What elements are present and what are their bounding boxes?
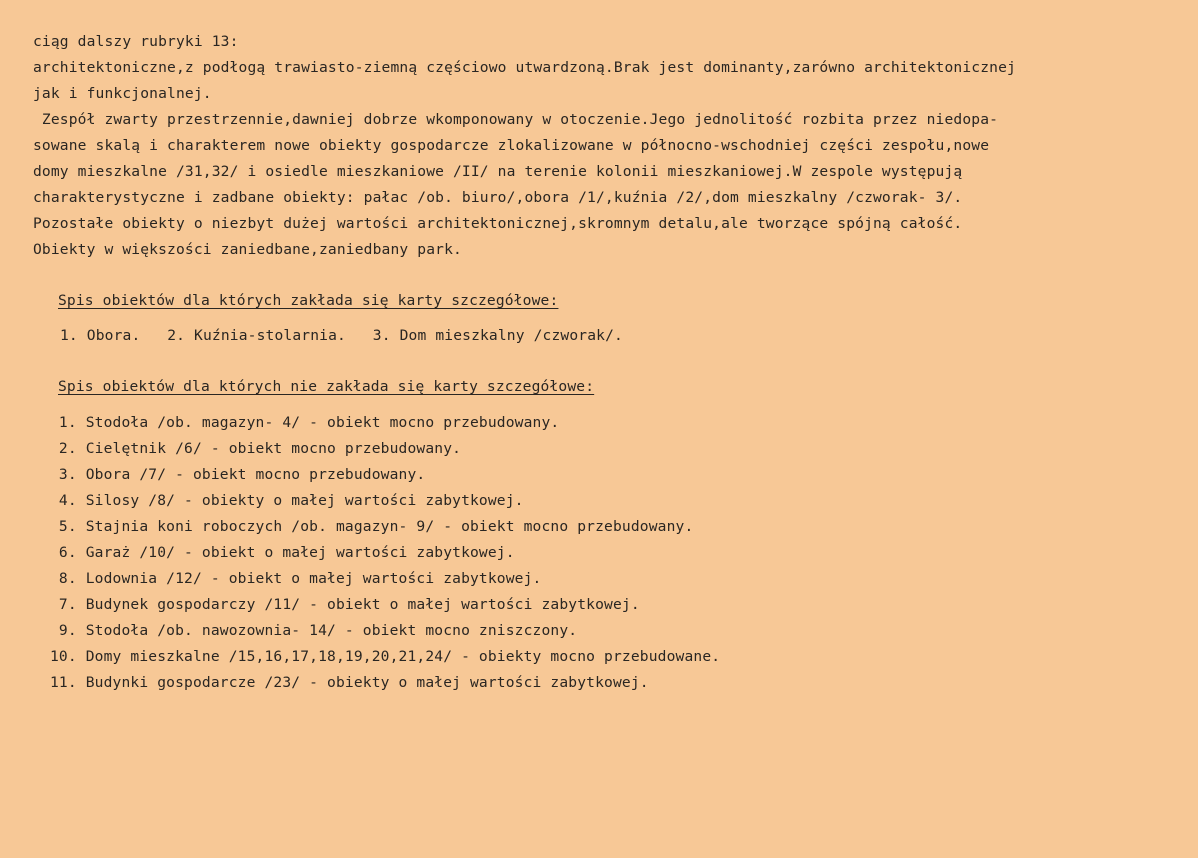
list-item: 2. Cielętnik /6/ - obiekt mocno przebudowany. xyxy=(50,440,462,457)
list-item: 7. Budynek gospodarczy /11/ - obiekt o małej wartości zabytkowej. xyxy=(50,596,640,613)
list-item: 9. Stodoła /ob. nawozownia- 14/ - obiekt mocno zniszczony. xyxy=(50,622,578,639)
text-line: Zespół zwarty przestrzennie,dawniej dobrze wkomponowany w otoczenie.Jego jednolitość rozbita przez niedopa- xyxy=(33,111,999,128)
section-heading-no-cards: Spis obiektów dla których nie zakłada się karty szczegółowe: xyxy=(58,378,595,395)
list-item: 5. Stajnia koni roboczych /ob. magazyn- 9/ - obiekt mocno przebudowany. xyxy=(50,518,694,535)
list-item: 4. Silosy /8/ - obiekty o małej wartości zabytkowej. xyxy=(50,492,524,509)
text-line: jak i funkcjonalnej. xyxy=(33,85,212,102)
detailed-cards-list: 1. Obora. 2. Kuźnia-stolarnia. 3. Dom mieszkalny /czworak/. xyxy=(60,327,623,344)
text-line: domy mieszkalne /31,32/ i osiedle mieszkaniowe /II/ na terenie kolonii mieszkaniowej.W zespole występują xyxy=(33,163,963,180)
text-line: charakterystyczne i zadbane obiekty: pałac /ob. biuro/,obora /1/,kuźnia /2/,dom mieszkalny /czworak- 3/. xyxy=(33,189,963,206)
list-item: 10. Domy mieszkalne /15,16,17,18,19,20,21,24/ - obiekty mocno przebudowane. xyxy=(50,648,721,665)
list-item: 11. Budynki gospodarcze /23/ - obiekty o małej wartości zabytkowej. xyxy=(50,674,649,691)
list-item: 6. Garaż /10/ - obiekt o małej wartości zabytkowej. xyxy=(50,544,515,561)
list-item: 3. Obora /7/ - obiekt mocno przebudowany. xyxy=(50,466,426,483)
text-line: sowane skalą i charakterem nowe obiekty gospodarcze zlokalizowane w północno-wschodniej części zespołu,nowe xyxy=(33,137,990,154)
text-line: ciąg dalszy rubryki 13: xyxy=(33,33,239,50)
list-item: 1. Stodoła /ob. magazyn- 4/ - obiekt mocno przebudowany. xyxy=(50,414,560,431)
text-line: Obiekty w większości zaniedbane,zaniedbany park. xyxy=(33,241,462,258)
section-heading-detailed-cards: Spis obiektów dla których zakłada się karty szczegółowe: xyxy=(58,292,559,309)
text-line: architektoniczne,z podłogą trawiasto-ziemną częściowo utwardzoną.Brak jest dominanty,zarówno architektonicznej xyxy=(33,59,1016,76)
text-line: Pozostałe obiekty o niezbyt dużej wartości architektonicznej,skromnym detalu,ale tworzące spójną całość. xyxy=(33,215,963,232)
list-item: 8. Lodownia /12/ - obiekt o małej wartości zabytkowej. xyxy=(50,570,542,587)
